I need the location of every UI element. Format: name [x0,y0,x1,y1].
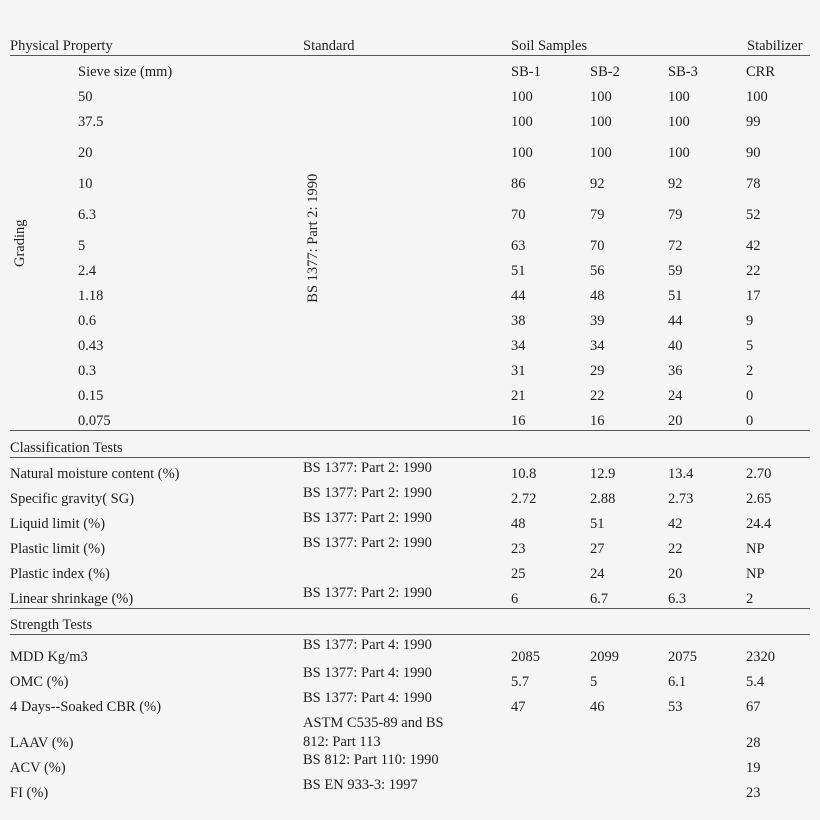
sb2-value: 100 [590,114,612,130]
col-sb3-header: SB-3 [668,64,698,80]
property-label: OMC (%) [10,674,69,690]
header-rule [10,55,810,56]
property-label: Specific gravity( SG) [10,491,135,507]
standard-value: BS 1377: Part 2: 1990 [303,510,432,526]
sb3-value: 100 [668,145,690,161]
sb2-value: 51 [590,516,605,532]
standard-value: BS 1377: Part 4: 1990 [303,665,432,681]
sieve-size: 0.43 [78,338,104,354]
sieve-size: 5 [78,238,86,254]
property-label: ACV (%) [10,760,66,776]
sb2-value: 12.9 [590,466,616,482]
sb3-value: 53 [668,699,683,715]
sieve-size: 6.3 [78,207,97,223]
sb3-value: 100 [668,114,690,130]
property-label: MDD Kg/m3 [10,649,88,665]
sieve-size: 0.15 [78,388,104,404]
sb1-value: 48 [511,516,526,532]
sb2-value: 27 [590,541,605,557]
property-label: Linear shrinkage (%) [10,591,134,607]
standard-value: BS 1377: Part 2: 1990 [303,485,432,501]
crr-value: 5.4 [746,674,765,690]
sieve-size: 50 [78,89,93,105]
sb1-value: 5.7 [511,674,530,690]
sb3-value: 40 [668,338,683,354]
classification-section-title: Classification Tests [10,440,123,456]
col-sb2-header: SB-2 [590,64,620,80]
sb1-value: 23 [511,541,526,557]
sb2-value: 29 [590,363,605,379]
sb1-value: 100 [511,114,533,130]
crr-value: 2.65 [746,491,772,507]
crr-value: 17 [746,288,761,304]
crr-value: 24.4 [746,516,772,532]
sb3-value: 72 [668,238,683,254]
header-soil-samples: Soil Samples [511,38,588,54]
crr-value: 23 [746,785,761,801]
crr-value: 9 [746,313,754,329]
sb1-value: 21 [511,388,526,404]
sb3-value: 2075 [668,649,697,665]
crr-value: 2 [746,591,754,607]
grading-standard: BS 1377: Part 2: 1990 [304,173,321,303]
sb1-value: 31 [511,363,526,379]
strength-title-rule [10,634,810,635]
sb1-value: 47 [511,699,526,715]
crr-value: 22 [746,263,761,279]
sieve-size: 37.5 [78,114,104,130]
sb1-value: 100 [511,145,533,161]
standard-value: BS EN 933-3: 1997 [303,777,418,793]
standard-value: BS 1377: Part 2: 1990 [303,460,432,476]
grading-group-label: Grading [11,219,28,268]
sb3-value: 6.1 [668,674,687,690]
property-label: Plastic index (%) [10,566,110,582]
crr-value: 100 [746,89,768,105]
sb1-value: 6 [511,591,519,607]
sb1-value: 51 [511,263,526,279]
sb2-value: 56 [590,263,605,279]
sb1-value: 16 [511,413,526,429]
sb2-value: 100 [590,89,612,105]
crr-value: 2 [746,363,754,379]
sb2-value: 2.88 [590,491,616,507]
crr-value: 5 [746,338,754,354]
crr-value: NP [746,541,765,557]
sieve-size: 2.4 [78,263,97,279]
sb1-value: 86 [511,176,526,192]
sieve-size: 0.6 [78,313,97,329]
sb2-value: 92 [590,176,605,192]
crr-value: 67 [746,699,761,715]
sb3-value: 42 [668,516,683,532]
sb1-value: 10.8 [511,466,537,482]
sb3-value: 20 [668,413,683,429]
sieve-size: 20 [78,145,93,161]
property-label: LAAV (%) [10,735,74,751]
property-label: Liquid limit (%) [10,516,106,532]
classification-title-rule [10,457,810,458]
sb3-value: 24 [668,388,683,404]
header-stabilizer: Stabilizer [747,38,803,54]
standard-value: BS 812: Part 110: 1990 [303,752,439,768]
sb2-value: 6.7 [590,591,609,607]
classification-bottom-rule [10,608,810,609]
crr-value: 2.70 [746,466,772,482]
sb3-value: 59 [668,263,683,279]
sb2-value: 46 [590,699,605,715]
standard-value-line2: 812: Part 113 [303,734,381,750]
sb2-value: 100 [590,145,612,161]
col-sb1-header: SB-1 [511,64,541,80]
sb1-value: 63 [511,238,526,254]
header-standard: Standard [303,38,355,54]
crr-value: 78 [746,176,761,192]
property-label: Natural moisture content (%) [10,466,180,482]
crr-value: 0 [746,388,754,404]
sb2-value: 39 [590,313,605,329]
sb3-value: 100 [668,89,690,105]
sb3-value: 92 [668,176,683,192]
sb3-value: 13.4 [668,466,694,482]
standard-value: BS 1377: Part 2: 1990 [303,585,432,601]
sieve-size-header: Sieve size (mm) [78,64,173,80]
crr-value: 99 [746,114,761,130]
sieve-size: 10 [78,176,93,192]
header-physical-property: Physical Property [10,38,113,54]
sieve-size: 1.18 [78,288,104,304]
sb2-value: 16 [590,413,605,429]
sb1-value: 44 [511,288,526,304]
crr-value: 0 [746,413,754,429]
col-crr-header: CRR [746,64,776,80]
sieve-size: 0.3 [78,363,97,379]
sb3-value: 2.73 [668,491,694,507]
sb3-value: 36 [668,363,683,379]
crr-value: 52 [746,207,761,223]
standard-value: BS 1377: Part 4: 1990 [303,637,432,653]
sb2-value: 70 [590,238,605,254]
sb1-value: 100 [511,89,533,105]
standard-value: BS 1377: Part 4: 1990 [303,690,432,706]
sb3-value: 20 [668,566,683,582]
property-label: Plastic limit (%) [10,541,106,557]
grading-bottom-rule [10,430,810,431]
sb2-value: 22 [590,388,605,404]
sb3-value: 79 [668,207,683,223]
sb2-value: 2099 [590,649,619,665]
sb2-value: 34 [590,338,605,354]
sb2-value: 24 [590,566,605,582]
crr-value: 19 [746,760,761,776]
sb2-value: 48 [590,288,605,304]
sb1-value: 2.72 [511,491,537,507]
sb1-value: 38 [511,313,526,329]
property-label: 4 Days--Soaked CBR (%) [10,699,162,715]
crr-value: NP [746,566,765,582]
strength-section-title: Strength Tests [10,617,93,633]
standard-value: BS 1377: Part 2: 1990 [303,535,432,551]
sb3-value: 44 [668,313,683,329]
crr-value: 90 [746,145,761,161]
sb3-value: 6.3 [668,591,687,607]
sb2-value: 79 [590,207,605,223]
sieve-size: 0.075 [78,413,111,429]
sb1-value: 34 [511,338,526,354]
sb2-value: 5 [590,674,598,690]
crr-value: 2320 [746,649,775,665]
crr-value: 42 [746,238,761,254]
sb1-value: 25 [511,566,526,582]
sb3-value: 22 [668,541,683,557]
sb1-value: 70 [511,207,526,223]
property-label: FI (%) [10,785,49,801]
standard-value-line1: ASTM C535-89 and BS [303,715,444,731]
sb1-value: 2085 [511,649,540,665]
crr-value: 28 [746,735,761,751]
sb3-value: 51 [668,288,683,304]
